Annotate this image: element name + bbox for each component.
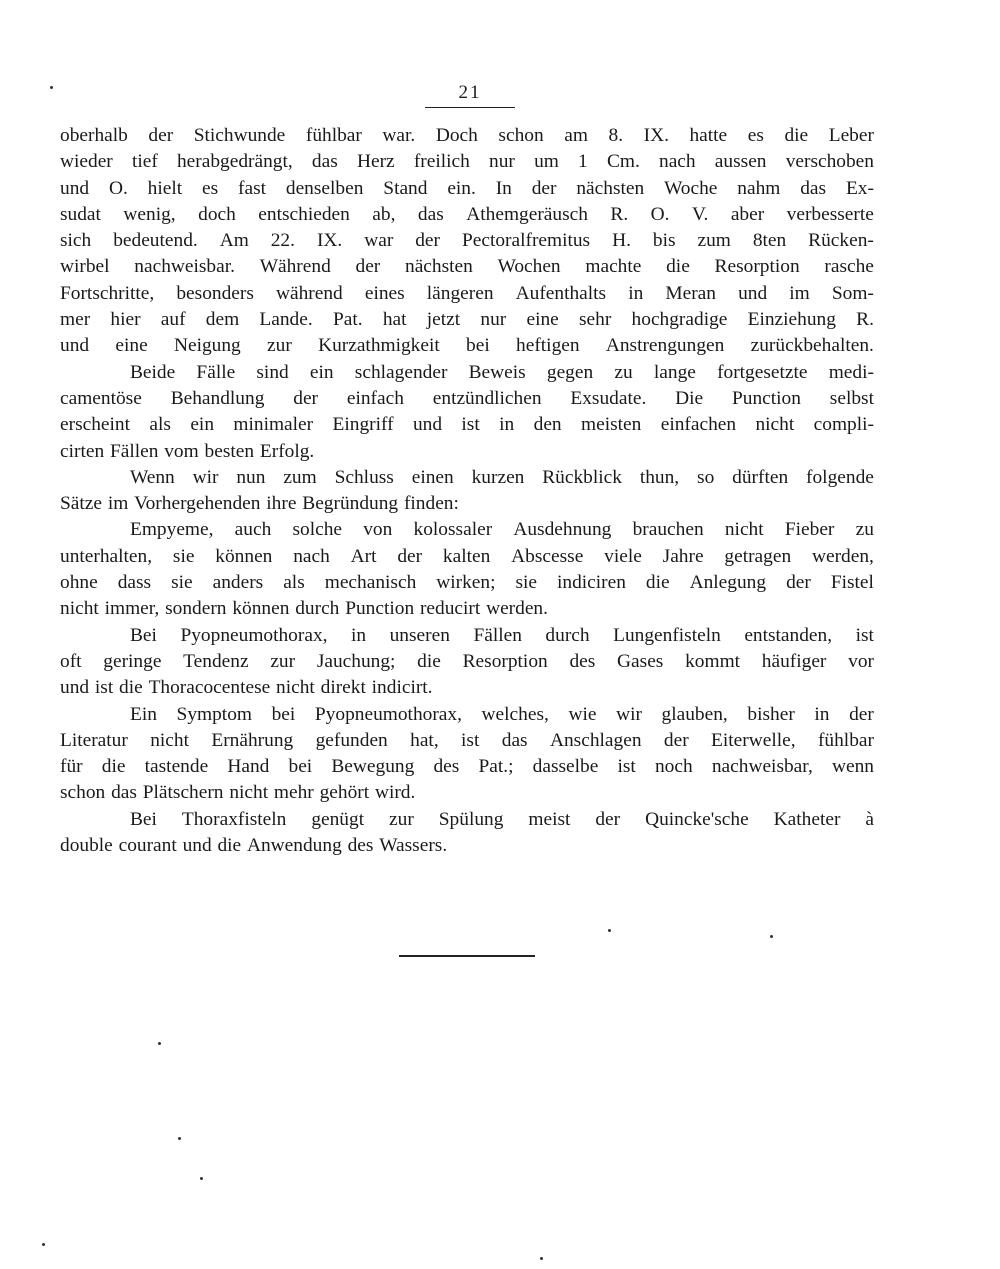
scan-speck bbox=[200, 1177, 203, 1180]
text-line: Beide Fälle sind ein schlagender Beweis gegen zu lange fortgesetzte medi- bbox=[130, 361, 874, 383]
text-line: Bei Pyopneumothorax, in unseren Fällen durch Lungenfisteln entstanden, ist bbox=[130, 624, 874, 646]
text-line: unterhalten, sie können nach Art der kalten Abscesse viele Jahre getragen werden, bbox=[60, 545, 874, 567]
text-line: und O. hielt es fast denselben Stand ein. In der nächsten Woche nahm das Ex- bbox=[60, 177, 874, 199]
text-line: Bei Thoraxfisteln genügt zur Spülung meist der Quincke'sche Katheter à bbox=[130, 808, 874, 830]
text-line: nicht immer, sondern können durch Punction reducirt werden. bbox=[60, 598, 548, 620]
text-line: erscheint als ein minimaler Eingriff und ist in den meisten einfachen nicht compli- bbox=[60, 414, 874, 436]
text-line: oft geringe Tendenz zur Jauchung; die Resorption des Gases kommt häufiger vor bbox=[60, 650, 874, 672]
text-line: für die tastende Hand bei Bewegung des Pat.; dasselbe ist noch nachweisbar, wenn bbox=[60, 756, 874, 778]
section-end-rule bbox=[399, 955, 535, 957]
scan-speck bbox=[608, 929, 611, 932]
scan-speck bbox=[42, 1243, 45, 1246]
text-line: wieder tief herabgedrängt, das Herz freilich nur um 1 Cm. nach aussen verschoben bbox=[60, 151, 874, 173]
text-line: und ist die Thoracocentese nicht direkt indicirt. bbox=[60, 677, 433, 699]
scan-speck bbox=[540, 1257, 543, 1260]
text-line: camentöse Behandlung der einfach entzündlichen Exsudate. Die Punction selbst bbox=[60, 387, 874, 409]
scan-speck bbox=[770, 935, 773, 938]
text-line: Fortschritte, besonders während eines längeren Aufenthalts in Meran und im Som- bbox=[60, 282, 874, 304]
text-line: oberhalb der Stichwunde fühlbar war. Doch schon am 8. IX. hatte es die Leber bbox=[60, 125, 874, 146]
text-line: sudat wenig, doch entschieden ab, das Athemgeräusch R. O. V. aber verbesserte bbox=[60, 203, 874, 225]
text-line: schon das Plätschern nicht mehr gehört wird. bbox=[60, 782, 416, 804]
text-line: Literatur nicht Ernährung gefunden hat, ist das Anschlagen der Eiterwelle, fühlbar bbox=[60, 729, 874, 751]
text-line: Ein Symptom bei Pyopneumothorax, welches, wie wir glauben, bisher in der bbox=[130, 703, 874, 725]
text-line: cirten Fällen vom besten Erfolg. bbox=[60, 440, 315, 462]
text-line: sich bedeutend. Am 22. IX. war der Pectoralfremitus H. bis zum 8ten Rücken- bbox=[60, 230, 874, 252]
scan-speck bbox=[50, 86, 53, 89]
text-line: und eine Neigung zur Kurzathmigkeit bei heftigen Anstrengungen zurückbehalten. bbox=[60, 335, 874, 357]
page-number: 21 bbox=[425, 82, 515, 108]
text-line: Empyeme, auch solche von kolossaler Ausdehnung brauchen nicht Fieber zu bbox=[130, 519, 874, 541]
text-line: ohne dass sie anders als mechanisch wirken; sie indiciren die Anlegung der Fistel bbox=[60, 572, 874, 594]
text-line: double courant und die Anwendung des Wassers. bbox=[60, 835, 448, 857]
scan-speck bbox=[178, 1137, 181, 1140]
text-line: mer hier auf dem Lande. Pat. hat jetzt nur eine sehr hochgradige Einziehung R. bbox=[60, 309, 874, 331]
text-line: wirbel nachweisbar. Während der nächsten Wochen machte die Resorption rasche bbox=[60, 256, 874, 278]
body-text bbox=[60, 123, 874, 859]
text-line: Sätze im Vorhergehenden ihre Begründung finden: bbox=[60, 493, 459, 515]
scan-speck bbox=[158, 1042, 161, 1045]
text-line: Wenn wir nun zum Schluss einen kurzen Rückblick thun, so dürften folgende bbox=[130, 466, 874, 488]
